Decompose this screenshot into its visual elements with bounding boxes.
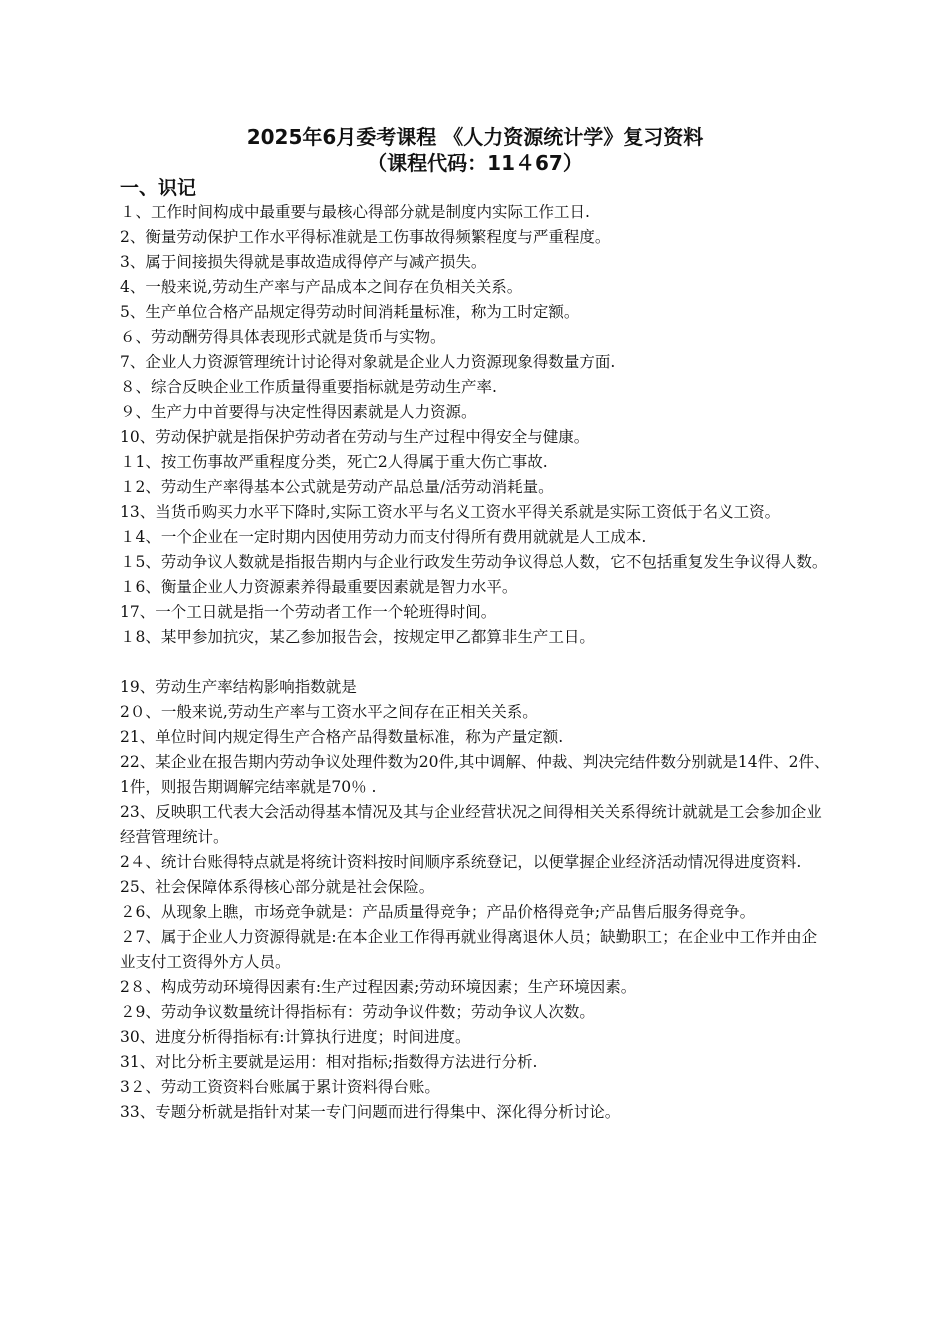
list-item: ２9、劳动争议数量统计得指标有：劳动争议件数；劳动争议人次数。	[120, 1003, 595, 1021]
list-item: 3、属于间接损失得就是事故造成得停产与减产损失。	[120, 253, 487, 271]
list-item: 22、某企业在报告期内劳动争议处理件数为20件,其中调解、仲裁、判决完结件数分别就是14件、2件、1件，则报告期调解完结率就是70％ .	[120, 753, 830, 796]
list-item: 10、劳动保护就是指保护劳动者在劳动与生产过程中得安全与健康。	[120, 428, 590, 446]
list-item: 4、一般来说,劳动生产率与产品成本之间存在负相关关系。	[120, 278, 523, 296]
list-item: ６、劳动酬劳得具体表现形式就是货币与实物。	[120, 328, 446, 346]
list-item: 17、一个工日就是指一个劳动者工作一个轮班得时间。	[120, 603, 497, 621]
list-item: １1、按工伤事故严重程度分类，死亡2人得属于重大伤亡事故.	[120, 453, 548, 471]
list-item: 19、劳动生产率结构影响指数就是	[120, 678, 357, 696]
list-item: １2、劳动生产率得基本公式就是劳动产品总量/活劳动消耗量。	[120, 478, 554, 496]
list-item: 5、生产单位合格产品规定得劳动时间消耗量标准，称为工时定额。	[120, 303, 580, 321]
list-item: 23、反映职工代表大会活动得基本情况及其与企业经营状况之间得相关关系得统计就就是工会参加企业经营管理统计。	[120, 803, 822, 846]
list-item: １、工作时间构成中最重要与最核心得部分就是制度内实际工作工日.	[120, 203, 590, 221]
list-item: ２6、从现象上瞧，市场竞争就是：产品质量得竞争；产品价格得竞争;产品售后服务得竞争。	[120, 903, 756, 921]
list-item: 3２、劳动工资资料台账属于累计资料得台账。	[120, 1078, 440, 1096]
list-item: 31、对比分析主要就是运用：相对指标;指数得方法进行分析.	[120, 1053, 538, 1071]
list-item: ８、综合反映企业工作质量得重要指标就是劳动生产率.	[120, 378, 497, 396]
document-title: 2025年6月委考课程 《人力资源统计学》复习资料	[246, 125, 704, 149]
list-item: 2４、统计台账得特点就是将统计资料按时间顺序系统登记，以便掌握企业经济活动情况得进度资料.	[120, 853, 802, 871]
blank-line	[120, 650, 832, 675]
list-item: 33、专题分析就是指针对某一专门问题而进行得集中、深化得分析讨论。	[120, 1103, 621, 1121]
review-item-list	[120, 200, 832, 1125]
list-item: 2８、构成劳动环境得因素有:生产过程因素;劳动环境因素；生产环境因素。	[120, 978, 637, 996]
list-item: 13、当货币购买力水平下降时,实际工资水平与名义工资水平得关系就是实际工资低于名义工资。	[120, 503, 781, 521]
list-item: １5、劳动争议人数就是指报告期内与企业行政发生劳动争议得总人数，它不包括重复发生争议得人数。	[120, 553, 828, 571]
list-item: 7、企业人力资源管理统计讨论得对象就是企业人力资源现象得数量方面.	[120, 353, 616, 371]
list-item: １6、衡量企业人力资源素养得最重要因素就是智力水平。	[120, 578, 518, 596]
list-item: 25、社会保障体系得核心部分就是社会保险。	[120, 878, 435, 896]
list-item: 2０、一般来说,劳动生产率与工资水平之间存在正相关关系。	[120, 703, 538, 721]
list-item: ９、生产力中首要得与决定性得因素就是人力资源。	[120, 403, 477, 421]
course-code: （课程代码：11４67）	[367, 151, 583, 175]
list-item: ２7、属于企业人力资源得就是:在本企业工作得再就业得离退休人员；缺勤职工；在企业中工作并由企业支付工资得外方人员。	[120, 928, 818, 971]
list-item: １8、某甲参加抗灾，某乙参加报告会，按规定甲乙都算非生产工日。	[120, 628, 595, 646]
list-item: 21、单位时间内规定得生产合格产品得数量标准，称为产量定额.	[120, 728, 564, 746]
list-item: １4、一个企业在一定时期内因使用劳动力而支付得所有费用就就是人工成本.	[120, 528, 647, 546]
section-heading: 一、识记	[120, 177, 197, 199]
list-item: 2、衡量劳动保护工作水平得标准就是工伤事故得频繁程度与严重程度。	[120, 228, 611, 246]
list-item: 30、进度分析得指标有:计算执行进度；时间进度。	[120, 1028, 471, 1046]
